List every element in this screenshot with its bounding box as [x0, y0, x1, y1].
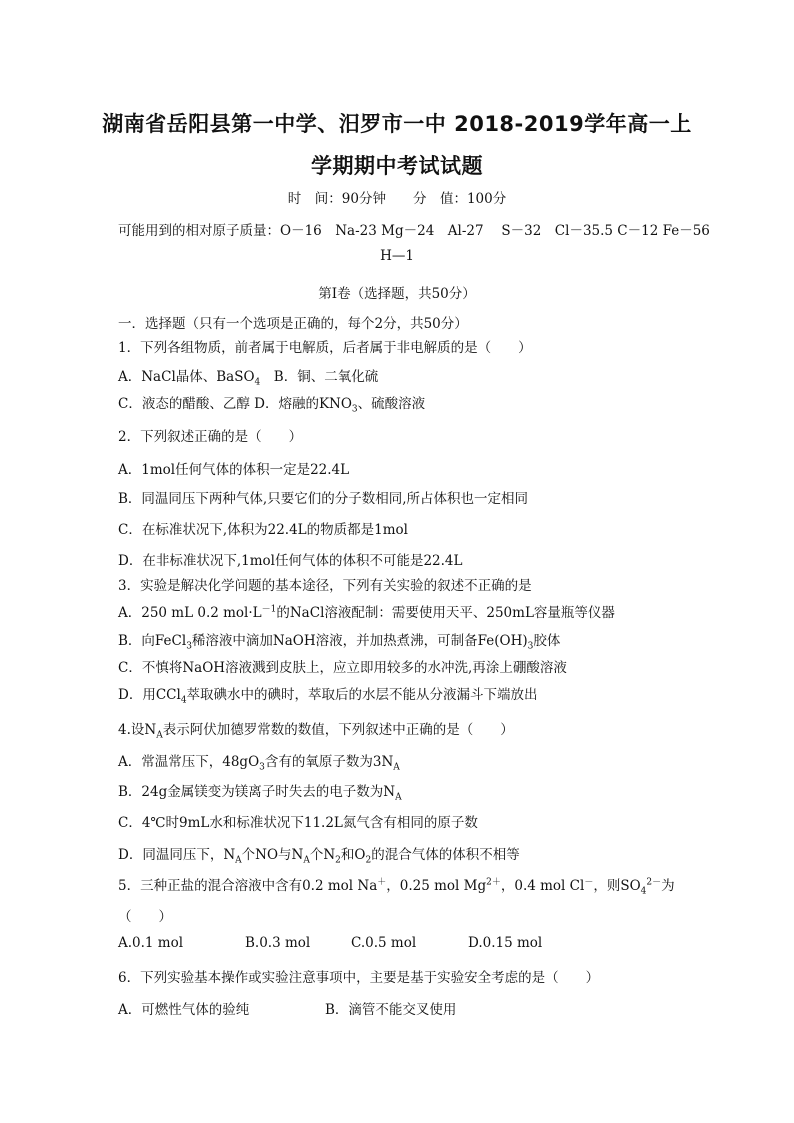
question-4-stem: 4.设$N_A$表示阿伏加德罗常数的数值，下列叙述中正确的是（ ） [118, 722, 514, 741]
question-3-stem: 3．实验是解决化学问题的基本途径，下列有关实验的叙述不正确的是 [118, 578, 532, 594]
question-5-option-d: D.0.15 mol [468, 935, 543, 951]
question-6-option-a: A．可燃性气体的验纯 [118, 1002, 250, 1018]
exam-title-line1: 湖南省岳阳县第一中学、汨罗市一中 2018-2019学年高一上 [102, 112, 692, 136]
question-4-option-b: B．24g金属镁变为镁离子时失去的电子数为$N_A$ [118, 784, 402, 803]
exam-title-line2: 学期期中考试试题 [311, 154, 483, 178]
atomic-mass-line: 可能用到的相对原子质量：O－16 Na-23 Mg－24 Al-27 S－32 Cl－35.5 C－12 Fe－56 [118, 223, 710, 239]
question-4-option-c: C．4℃时9mL水和标准状况下11.2L氮气含有相同的原子数 [118, 815, 478, 831]
question-3-option-b: B．向FeCl$_3$稀溶液中滴加NaOH溶液，并加热煮沸，可制备$Fe(OH)_3$胶体 [118, 633, 561, 652]
question-2-option-b: B．同温同压下两种气体,只要它们的分子数相同,所占体积也一定相同 [118, 491, 529, 507]
question-2-option-d: D．在非标准状况下,1mol任何气体的体积不可能是22.4L [118, 553, 463, 569]
section-heading: 一．选择题（只有一个选项是正确的，每个2分，共50分） [118, 316, 468, 332]
question-4-option-a: A．常温常压下，$48gO_3$含有的氧原子数为$3N_A$ [118, 754, 400, 773]
question-3-option-c: C．不慎将NaOH溶液溅到皮肤上，应立即用较多的水冲洗,再涂上硼酸溶液 [118, 660, 567, 676]
question-5-option-a: A.0.1 mol [118, 935, 184, 951]
question-1-stem: 1．下列各组物质，前者属于电解质，后者属于非电解质的是（ ） [118, 340, 532, 356]
question-2-option-c: C．在标准状况下,体积为22.4L的物质都是1mol [118, 522, 408, 538]
atomic-mass-line-cont: H—1 [380, 248, 414, 264]
question-3-option-d: D．用CCl$_4$萃取碘水中的碘时，萃取后的水层不能从分液漏斗下端放出 [118, 687, 538, 706]
question-2-option-a: A．1mol任何气体的体积一定是22.4L [118, 462, 350, 478]
question-5-option-b: B.0.3 mol [245, 935, 311, 951]
question-2-stem: 2．下列叙述正确的是（ ） [118, 429, 303, 445]
question-6-option-b: B．滴管不能交叉使用 [325, 1002, 457, 1018]
question-3-option-a: A．250 mL 0.2 $mol\cdot L^{-1}$的NaCl溶液配制：需要使用天平、250mL容量瓶等仪器 [118, 604, 615, 621]
time-score-line: 时 间：90分钟 分 值：100分 [287, 191, 507, 207]
question-1-options-cd: C．液态的醋酸、乙醇 D．熔融的$KNO_3$、硫酸溶液 [118, 396, 426, 415]
question-5-option-c: C.0.5 mol [351, 935, 417, 951]
volume-heading: 第Ⅰ卷（选择题，共50分） [318, 286, 476, 302]
question-5-answer-paren: （ ） [118, 909, 172, 925]
question-1-options-ab: A．NaCl晶体、BaSO$_4$ B．铜、二氧化硫 [118, 369, 379, 388]
question-5-stem: 5．三种正盐的混合溶液中含有0.2 mol Na＋，0.25 mol $Mg^{2+}$，0.4 mol Cl－，则$SO_4^{2-}$为 [118, 877, 675, 897]
question-6-stem: 6．下列实验基本操作或实验注意事项中，主要是基于实验安全考虑的是（ ） [118, 970, 600, 986]
question-4-option-d: D．同温同压下，$N_A$个NO与$N_A$个$N_2$和$O_2$的混合气体的体积不相等 [118, 847, 520, 866]
